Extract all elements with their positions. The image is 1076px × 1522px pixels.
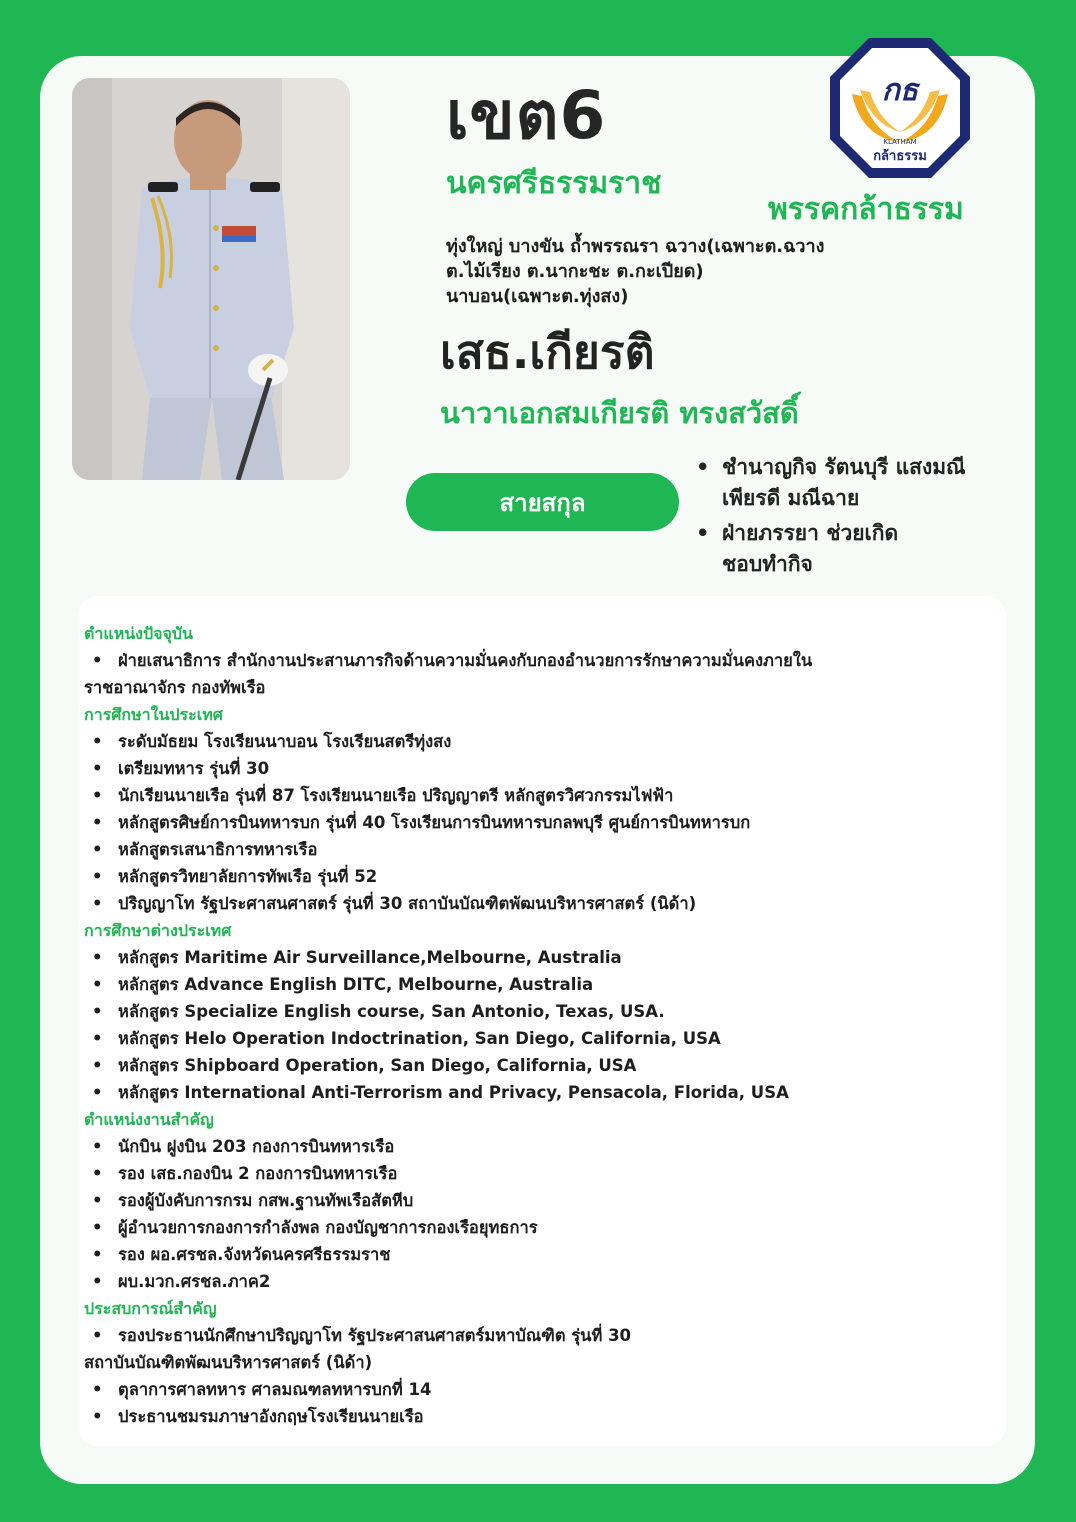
- list-item: • หลักสูตรวิทยาลัยการทัพเรือ รุ่นที่ 52: [84, 863, 1004, 890]
- list-item: • ผู้อำนวยการกองการกำลังพล กองบัญชาการกองเรือยุทธการ: [84, 1214, 1004, 1241]
- area-line: นาบอน(เฉพาะต.ทุ่งสง): [446, 286, 629, 307]
- list-item-continuation: สถาบันบัณฑิตพัฒนบริหารศาสตร์ (นิด้า): [84, 1353, 373, 1372]
- family-item-line: เพียรดี มณีฉาย: [722, 486, 860, 510]
- profile-sections: [84, 620, 1004, 1430]
- logo-letters: กธ: [881, 73, 919, 108]
- list-item: • หลักสูตร Advance English DITC, Melbourne, Australia: [84, 971, 1004, 998]
- list-item: • ฝ่ายเสนาธิการ สำนักงานประสานภารกิจด้านความมั่นคงกับกองอำนวยการรักษาความมั่นคงภายใน: [84, 647, 1004, 674]
- list-item-continuation: ราชอาณาจักร กองทัพเรือ: [84, 678, 266, 697]
- family-item: [694, 518, 1034, 580]
- family-lineage-badge: สายสกุล: [406, 473, 679, 531]
- section-title-foreign-education: การศึกษาต่างประเทศ: [84, 921, 232, 940]
- list-item: • รอง ผอ.ศรชล.จังหวัดนครศรีธรรมราช: [84, 1241, 1004, 1268]
- list-item: • หลักสูตร Helo Operation Indoctrination, San Diego, California, USA: [84, 1025, 1004, 1052]
- list-item: • นักบิน ฝูงบิน 203 กองการบินทหารเรือ: [84, 1133, 1004, 1160]
- list-item: • หลักสูตร International Anti-Terrorism and Privacy, Pensacola, Florida, USA: [84, 1079, 1004, 1106]
- list-item: • หลักสูตร Maritime Air Surveillance,Melbourne, Australia: [84, 944, 1004, 971]
- list-item: • หลักสูตรศิษย์การบินทหารบก รุ่นที่ 40 โรงเรียนการบินทหารบกลพบุรี ศูนย์การบินทหารบก: [84, 809, 1004, 836]
- family-item-line: • ฝ่ายภรรยา ช่วยเกิด: [722, 521, 899, 545]
- party-name: พรรคกล้าธรรม: [768, 192, 964, 227]
- candidate-full-name: นาวาเอกสมเกียรติ ทรงสวัสดิ์: [440, 396, 799, 430]
- province-name: นครศรีธรรมราช: [446, 166, 662, 201]
- list-item: • นักเรียนนายเรือ รุ่นที่ 87 โรงเรียนนายเรือ ปริญญาตรี หลักสูตรวิศวกรรมไฟฟ้า: [84, 782, 1004, 809]
- list-item: • รอง เสธ.กองบิน 2 กองการบินทหารเรือ: [84, 1160, 1004, 1187]
- district-title: เขต6: [446, 77, 607, 154]
- list-item: • รองผู้บังคับการกรม กสพ.ฐานทัพเรือสัตหีบ: [84, 1187, 1004, 1214]
- constituency-area: [446, 234, 966, 309]
- list-item: • เตรียมทหาร รุ่นที่ 30: [84, 755, 1004, 782]
- area-line: ต.ไม้เรียง ต.นากะชะ ต.กะเปียด): [446, 261, 704, 282]
- family-item-line: • ชำนาญกิจ รัตนบุรี แสงมณี: [722, 455, 966, 479]
- logo-thai: กล้าธรรม: [873, 149, 927, 164]
- list-item: • ผบ.มวก.ศรชล.ภาค2: [84, 1268, 1004, 1295]
- section-title-domestic-education: การศึกษาในประเทศ: [84, 705, 223, 724]
- candidate-short-name: เสธ.เกียรติ: [440, 325, 655, 379]
- family-item-line: ชอบทำกิจ: [722, 552, 813, 576]
- list-item: • ระดับมัธยม โรงเรียนนาบอน โรงเรียนสตรีทุ่งสง: [84, 728, 1004, 755]
- family-item: [694, 452, 1034, 514]
- section-title-key-positions: ตำแหน่งงานสำคัญ: [84, 1110, 214, 1129]
- list-item: • ตุลาการศาลทหาร ศาลมณฑลทหารบกที่ 14: [84, 1376, 1004, 1403]
- list-item: • ปริญญาโท รัฐประศาสนศาสตร์ รุ่นที่ 30 สถาบันบัณฑิตพัฒนบริหารศาสตร์ (นิด้า): [84, 890, 1004, 917]
- area-line: ทุ่งใหญ่ บางขัน ถ้ำพรรณรา ฉวาง(เฉพาะต.ฉวาง: [446, 236, 825, 257]
- section-title-current-position: ตำแหน่งปัจจุบัน: [84, 624, 193, 643]
- list-item: • หลักสูตรเสนาธิการทหารเรือ: [84, 836, 1004, 863]
- family-list: [694, 452, 1034, 584]
- list-item: • หลักสูตร Shipboard Operation, San Diego, California, USA: [84, 1052, 1004, 1079]
- section-title-experience: ประสบการณ์สำคัญ: [84, 1299, 217, 1318]
- logo-latin: KLATHAM: [883, 138, 917, 146]
- list-item: • หลักสูตร Specialize English course, San Antonio, Texas, USA.: [84, 998, 1004, 1025]
- list-item: • รองประธานนักศึกษาปริญญาโท รัฐประศาสนศาสตร์มหาบัณฑิต รุ่นที่ 30: [84, 1322, 1004, 1349]
- party-logo: [826, 34, 974, 182]
- candidate-photo: [72, 78, 350, 480]
- list-item: • ประธานชมรมภาษาอังกฤษโรงเรียนนายเรือ: [84, 1403, 1004, 1430]
